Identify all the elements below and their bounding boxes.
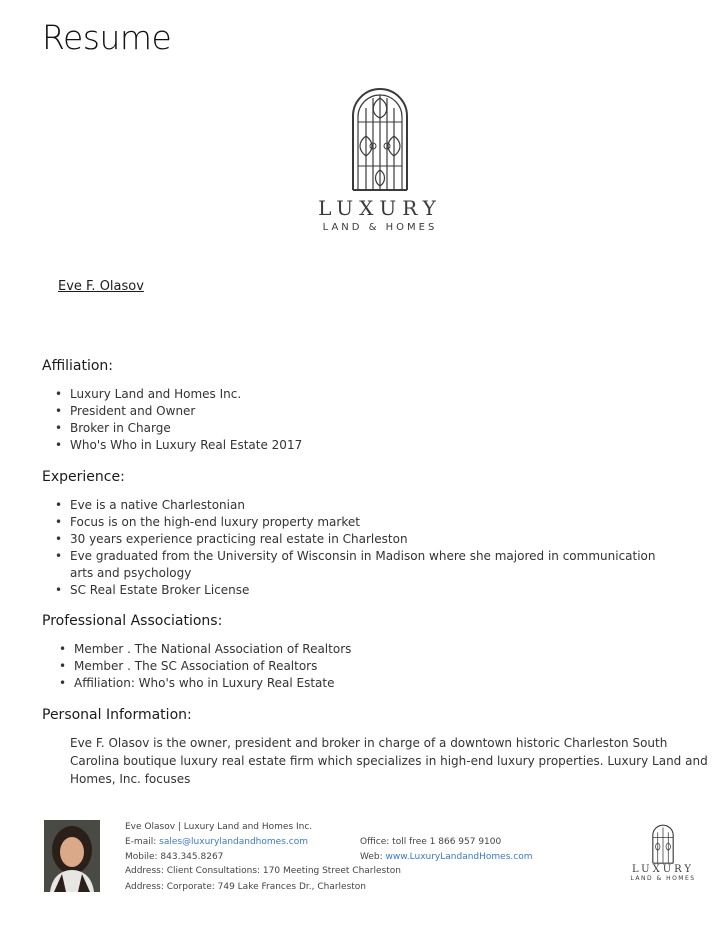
footer-name-company: Eve Olasov | Luxury Land and Homes Inc. (125, 822, 313, 832)
footer-office-phone: Office: toll free 1 866 957 9100 (360, 837, 502, 847)
associations-heading: Professional Associations: (42, 613, 223, 629)
experience-heading: Experience: (42, 469, 125, 485)
arched-gate-icon (650, 824, 676, 864)
list-item: • Affiliation: Who's who in Luxury Real Estate (56, 675, 351, 692)
footer-logo-subtitle: LAND & HOMES (630, 875, 696, 882)
list-item: • Eve is a native Charlestonian (52, 497, 672, 514)
footer-address-consultations: Address: Client Consultations: 170 Meeting Street Charleston (125, 866, 401, 876)
web-link[interactable]: www.LuxuryLandandHomes.com (385, 852, 533, 862)
associations-list (56, 641, 351, 692)
email-label: E-mail: (125, 837, 160, 847)
list-item: • Who's Who in Luxury Real Estate 2017 (52, 437, 302, 454)
experience-list (52, 497, 672, 599)
email-link[interactable]: sales@luxurylandandhomes.com (159, 837, 308, 847)
list-item: • Focus is on the high-end luxury property market (52, 514, 672, 531)
personal-heading: Personal Information: (42, 707, 192, 723)
footer-email (125, 837, 308, 847)
footer-address-corporate: Address: Corporate: 749 Lake Frances Dr., Charleston (125, 882, 367, 892)
list-item: • Member . The National Association of Realtors (56, 641, 351, 658)
affiliation-heading: Affiliation: (42, 358, 114, 374)
footer-web (360, 852, 532, 862)
web-label: Web: (360, 852, 386, 862)
footer-mobile: Mobile: 843.345.8267 (125, 852, 224, 862)
contact-footer (0, 812, 720, 902)
list-item: • Member . The SC Association of Realtors (56, 658, 351, 675)
list-item: • SC Real Estate Broker License (52, 582, 672, 599)
logo-subtitle: LAND & HOMES (322, 222, 438, 233)
page-title: Resume (42, 18, 172, 57)
person-name: Eve F. Olasov (58, 279, 144, 294)
company-logo (300, 86, 460, 233)
logo-wordmark: LUXURY (318, 196, 442, 220)
footer-logo (624, 824, 702, 882)
list-item: • Luxury Land and Homes Inc. (52, 386, 302, 403)
list-item: • 30 years experience practicing real estate in Charleston (52, 531, 672, 548)
personal-paragraph: Eve F. Olasov is the owner, president and broker in charge of a downtown historic Charleston South Carolina boutique luxury real estate firm which specializes in high-end luxury properties. Luxury Land and Homes, Inc. focuses (70, 736, 708, 786)
arched-gate-icon (349, 86, 411, 192)
profile-photo (44, 820, 100, 892)
list-item: • Broker in Charge (52, 420, 302, 437)
list-item: • President and Owner (52, 403, 302, 420)
footer-logo-wordmark: LUXURY (632, 864, 694, 875)
list-item: • Eve graduated from the University of Wisconsin in Madison where she majored in communication arts and psychology (52, 548, 672, 582)
affiliation-list (52, 386, 302, 454)
